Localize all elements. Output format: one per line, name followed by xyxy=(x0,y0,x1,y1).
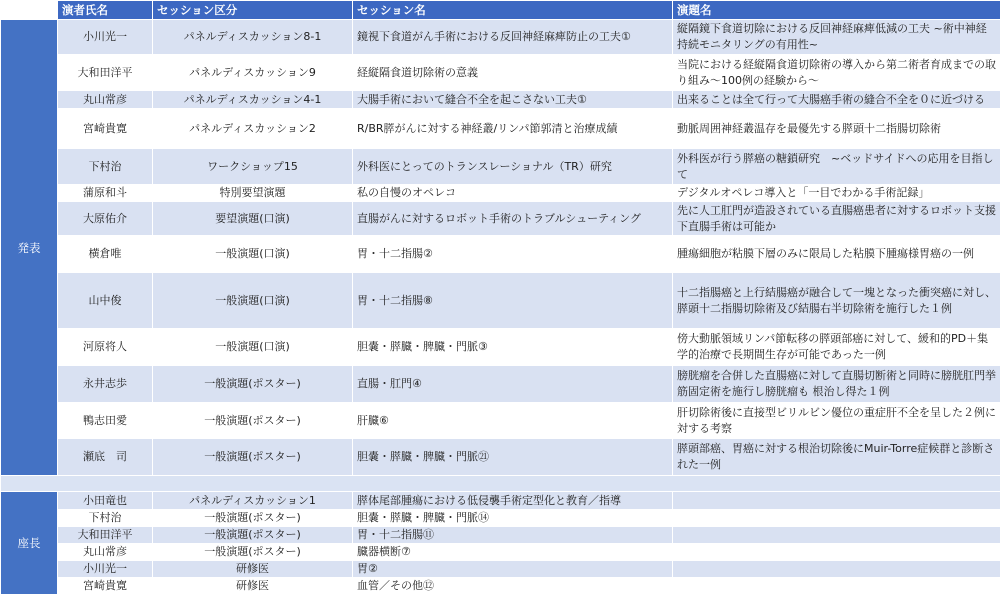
presenter-name: 小田竜也 xyxy=(58,492,153,510)
table-row xyxy=(1,366,1000,403)
presenter-name: 大和田洋平 xyxy=(58,55,153,91)
session-category: 研修医 xyxy=(153,578,353,595)
session-name: 胆嚢・膵臓・脾臓・門脈㉑ xyxy=(353,439,673,476)
presentation-title: 当院における経縦隔食道切除術の導入から第二術者育成までの取り組み～100例の経験から～ xyxy=(673,55,1000,91)
table-row xyxy=(1,510,1000,527)
session-category: パネルディスカッション9 xyxy=(153,55,353,91)
header-row xyxy=(1,1,1000,20)
presentation-title: 膀胱瘤を合併した直腸癌に対して直腸切断術と同時に膀胱肛門挙筋固定術を施行し膀胱瘤も 根治し得た１例 xyxy=(673,366,1000,403)
table-row xyxy=(1,185,1000,202)
session-category: 一般演題(ポスター) xyxy=(153,439,353,476)
session-category: パネルディスカッション1 xyxy=(153,492,353,510)
gap-row xyxy=(1,476,1000,492)
presentation-title: 動脈周囲神経叢温存を最優先する膵頭十二指腸切除術 xyxy=(673,109,1000,149)
presentation-title: 縦隔鏡下食道切除における反回神経麻痺低減の工夫 ~術中神経持続モニタリングの有用性~ xyxy=(673,20,1000,55)
session-name: 私の自慢のオペレコ xyxy=(353,185,673,202)
presenter-name: 下村治 xyxy=(58,510,153,527)
header-category: セッション区分 xyxy=(153,1,353,20)
session-category: 一般演題(口演) xyxy=(153,236,353,273)
presenter-name: 蒲原和斗 xyxy=(58,185,153,202)
table-row xyxy=(1,149,1000,185)
presenter-name: 丸山常彦 xyxy=(58,91,153,109)
session-name: 大腸手術において縫合不全を起こさない工夫① xyxy=(353,91,673,109)
session-name: 鏡視下食道がん手術における反回神経麻痺防止の工夫① xyxy=(353,20,673,55)
presentation-label: 発表 xyxy=(1,20,58,476)
header-blank xyxy=(1,1,58,20)
presentation-title xyxy=(673,510,1000,527)
session-name: 直腸がんに対するロボット手術のトラブルシューティング xyxy=(353,202,673,236)
presentation-title: 腫瘍細胞が粘膜下層のみに限局した粘膜下腫瘍様胃癌の一例 xyxy=(673,236,1000,273)
session-name: 直腸・肛門④ xyxy=(353,366,673,403)
presenter-name: 宮崎貴寛 xyxy=(58,578,153,595)
presentation-title xyxy=(673,544,1000,561)
header-name: 演者氏名 xyxy=(58,1,153,20)
table-row xyxy=(1,561,1000,578)
presenter-name: 横倉唯 xyxy=(58,236,153,273)
table-row xyxy=(1,329,1000,366)
presenter-name: 鴨志田愛 xyxy=(58,403,153,439)
header-session: セッション名 xyxy=(353,1,673,20)
presentation-section xyxy=(1,20,1000,476)
session-name: 胆嚢・膵臓・脾臓・門脈⑭ xyxy=(353,510,673,527)
session-category: 一般演題(ポスター) xyxy=(153,510,353,527)
presentation-title xyxy=(673,492,1000,510)
session-name: 外科医にとってのトランスレーショナル（TR）研究 xyxy=(353,149,673,185)
presentation-title: デジタルオペレコ導入と「一目でわかる手術記録」 xyxy=(673,185,1000,202)
presenter-name: 大和田洋平 xyxy=(58,527,153,544)
session-name: 胃・十二指腸⑧ xyxy=(353,273,673,329)
session-category: 一般演題(ポスター) xyxy=(153,403,353,439)
session-name: 胃・十二指腸② xyxy=(353,236,673,273)
session-name: 膵体尾部腫瘍における低侵襲手術定型化と教育／指導 xyxy=(353,492,673,510)
presentation-title: 膵頭部癌、胃癌に対する根治切除後にMuir-Torre症候群と診断された一例 xyxy=(673,439,1000,476)
session-category: パネルディスカッション8-1 xyxy=(153,20,353,55)
session-category: ワークショップ15 xyxy=(153,149,353,185)
session-category: 一般演題(口演) xyxy=(153,329,353,366)
session-category: 特別要望演題 xyxy=(153,185,353,202)
session-name: 胃・十二指腸⑪ xyxy=(353,527,673,544)
table-row xyxy=(1,202,1000,236)
presenter-name: 小川光一 xyxy=(58,561,153,578)
table-row xyxy=(1,578,1000,595)
presentation-title: 先に人工肛門が造設されている直腸癌患者に対するロボット支援下直腸手術は可能か xyxy=(673,202,1000,236)
session-category: 研修医 xyxy=(153,561,353,578)
presenter-name: 下村治 xyxy=(58,149,153,185)
presenter-name: 小川光一 xyxy=(58,20,153,55)
presenter-name: 山中俊 xyxy=(58,273,153,329)
table-row xyxy=(1,109,1000,149)
presentation-title: 十二指腸癌と上行結腸癌が融合して一塊となった衝突癌に対し、膵頭十二指腸切除術及び結腸右半切除術を施行した１例 xyxy=(673,273,1000,329)
presenter-name: 宮崎貴寛 xyxy=(58,109,153,149)
chair-label: 座長 xyxy=(1,492,58,595)
session-name: 経縦隔食道切除術の意義 xyxy=(353,55,673,91)
presentation-title: 肝切除術後に直接型ビリルビン優位の重症肝不全を呈した２例に対する考察 xyxy=(673,403,1000,439)
table-row xyxy=(1,91,1000,109)
table-row xyxy=(1,527,1000,544)
session-name: 臓器横断⑦ xyxy=(353,544,673,561)
presentation-title xyxy=(673,527,1000,544)
session-name: R/BR膵がんに対する神経叢/リンパ節郭清と治療成績 xyxy=(353,109,673,149)
session-category: 一般演題(口演) xyxy=(153,273,353,329)
session-category: パネルディスカッション2 xyxy=(153,109,353,149)
table-row xyxy=(1,236,1000,273)
session-name: 胃② xyxy=(353,561,673,578)
header-title: 演題名 xyxy=(673,1,1000,20)
presentation-title: 傍大動脈領域リンパ節転移の膵頭部癌に対して、緩和的PD＋集学的治療で長期間生存が可能であった一例 xyxy=(673,329,1000,366)
presentation-title: 出来ることは全て行って大腸癌手術の縫合不全を０に近づける xyxy=(673,91,1000,109)
table-row xyxy=(1,544,1000,561)
presentation-title xyxy=(673,578,1000,595)
session-name: 肝臓⑥ xyxy=(353,403,673,439)
section-gap xyxy=(1,476,1000,492)
session-category: 一般演題(ポスター) xyxy=(153,366,353,403)
presenter-name: 瀬底 司 xyxy=(58,439,153,476)
presenter-name: 丸山常彦 xyxy=(58,544,153,561)
session-name: 胆嚢・膵臓・脾臓・門脈③ xyxy=(353,329,673,366)
presentation-title xyxy=(673,561,1000,578)
session-category: 要望演題(口演) xyxy=(153,202,353,236)
session-category: パネルディスカッション4-1 xyxy=(153,91,353,109)
session-category: 一般演題(ポスター) xyxy=(153,527,353,544)
session-name: 血管／その他⑫ xyxy=(353,578,673,595)
chair-section xyxy=(1,492,1000,595)
presenter-name: 永井志歩 xyxy=(58,366,153,403)
session-category: 一般演題(ポスター) xyxy=(153,544,353,561)
table-row xyxy=(1,273,1000,329)
table-row xyxy=(1,20,1000,55)
table-row xyxy=(1,439,1000,476)
table-row xyxy=(1,492,1000,510)
presenter-name: 大原佑介 xyxy=(58,202,153,236)
table-row xyxy=(1,403,1000,439)
presenter-name: 河原将人 xyxy=(58,329,153,366)
presentation-title: 外科医が行う膵癌の糖鎖研究 ~ベッドサイドへの応用を目指して xyxy=(673,149,1000,185)
table-row xyxy=(1,55,1000,91)
